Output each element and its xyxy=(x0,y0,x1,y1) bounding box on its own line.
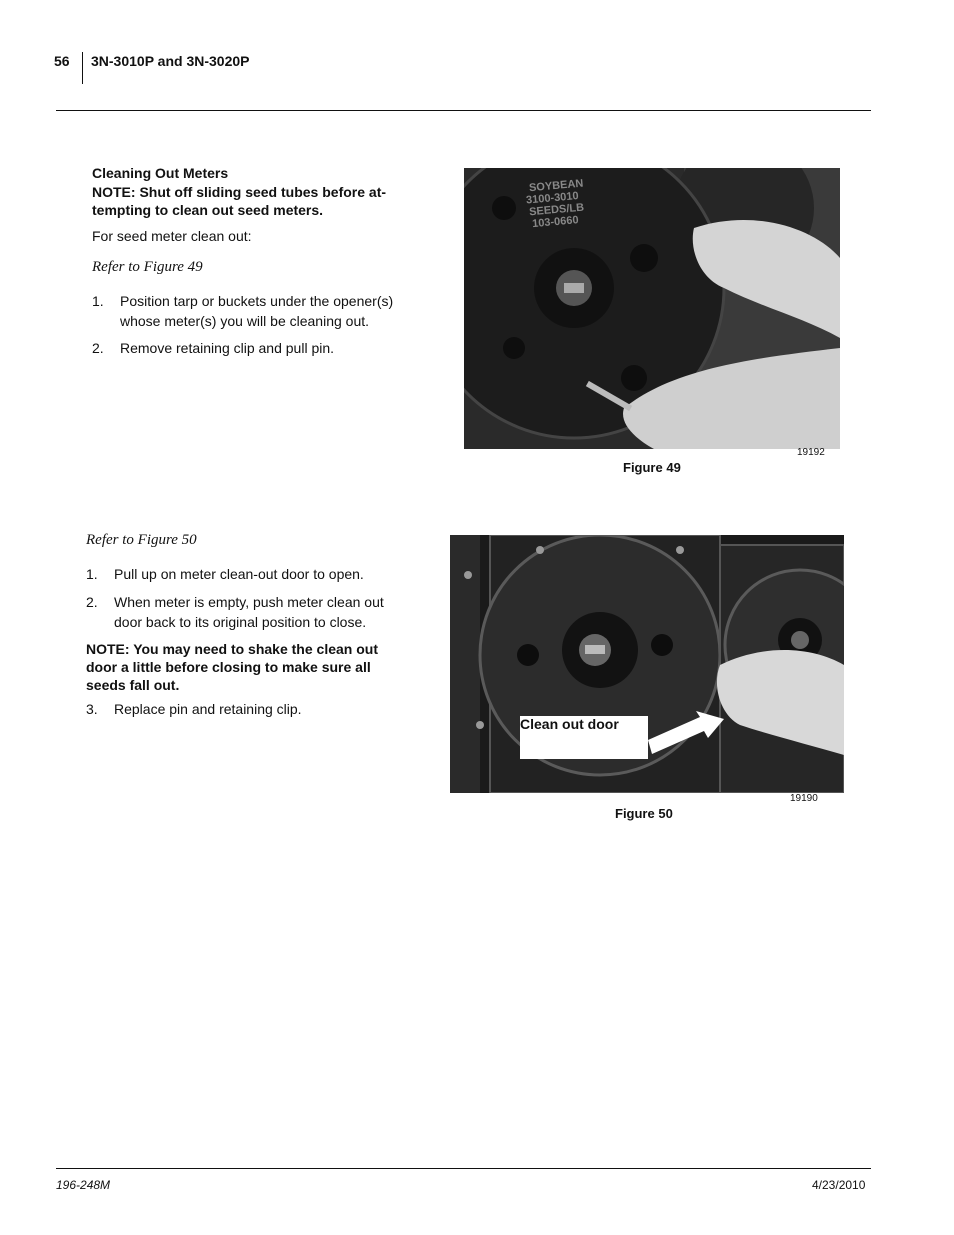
note-line: NOTE: Shut off sliding seed tubes before at- xyxy=(92,184,387,200)
figure-49-id: 19192 xyxy=(797,447,825,458)
callout-clean-out-door: Clean out door xyxy=(520,716,648,759)
figure-50-id: 19190 xyxy=(790,793,818,804)
note-line: NOTE: You may need to shake the clean out xyxy=(86,641,378,657)
note-shake-door xyxy=(86,640,378,694)
step-number: 2. xyxy=(92,340,104,356)
page-header-title: 3N-3010P and 3N-3020P xyxy=(91,53,250,69)
step-text: Pull up on meter clean-out door to open. xyxy=(114,566,364,582)
step-number: 2. xyxy=(86,594,98,610)
step-line: When meter is empty, push meter clean out xyxy=(114,594,384,610)
note-line: tempting to clean out seed meters. xyxy=(92,202,324,218)
section-title: Cleaning Out Meters xyxy=(92,165,229,181)
step-line: door back to its original position to close. xyxy=(114,614,367,630)
footer-rule xyxy=(56,1168,871,1169)
list-item xyxy=(92,338,432,358)
header-rule xyxy=(56,110,871,111)
step-number: 1. xyxy=(92,293,104,309)
plate-text: SEEDS/LB xyxy=(528,201,585,219)
list-item xyxy=(86,564,426,584)
step-text xyxy=(120,291,393,331)
note-line: door a little before closing to make sure all xyxy=(86,659,371,675)
refer-figure-49: Refer to Figure 49 xyxy=(92,259,203,275)
note-shutoff xyxy=(92,183,386,219)
step-text: Remove retaining clip and pull pin. xyxy=(120,340,335,356)
refer-figure-50: Refer to Figure 50 xyxy=(86,532,197,548)
document-number: 196-248M xyxy=(56,1178,111,1192)
step-line: Position tarp or buckets under the opener(s) xyxy=(120,293,394,309)
step-number: 3. xyxy=(86,701,98,717)
note-line: seeds fall out. xyxy=(86,677,180,693)
step-text: Replace pin and retaining clip. xyxy=(114,701,302,717)
plate-text: 103-0660 xyxy=(531,214,580,231)
figure-49-caption: Figure 49 xyxy=(623,460,681,475)
list-item xyxy=(92,291,432,331)
list-item xyxy=(86,699,426,719)
step-line: whose meter(s) you will be cleaning out. xyxy=(120,313,370,329)
figure-50-caption: Figure 50 xyxy=(615,806,673,821)
list-item xyxy=(86,592,426,632)
document-date: 4/23/2010 xyxy=(812,1178,866,1192)
plate-text: SOYBEAN xyxy=(528,177,584,195)
step-text xyxy=(114,592,384,632)
page-number: 56 xyxy=(54,53,70,69)
intro-text: For seed meter clean out: xyxy=(92,228,252,244)
step-number: 1. xyxy=(86,566,98,582)
figure-49-photo xyxy=(464,168,840,449)
header-divider xyxy=(82,52,83,84)
plate-text: 3100-3010 xyxy=(525,190,580,207)
